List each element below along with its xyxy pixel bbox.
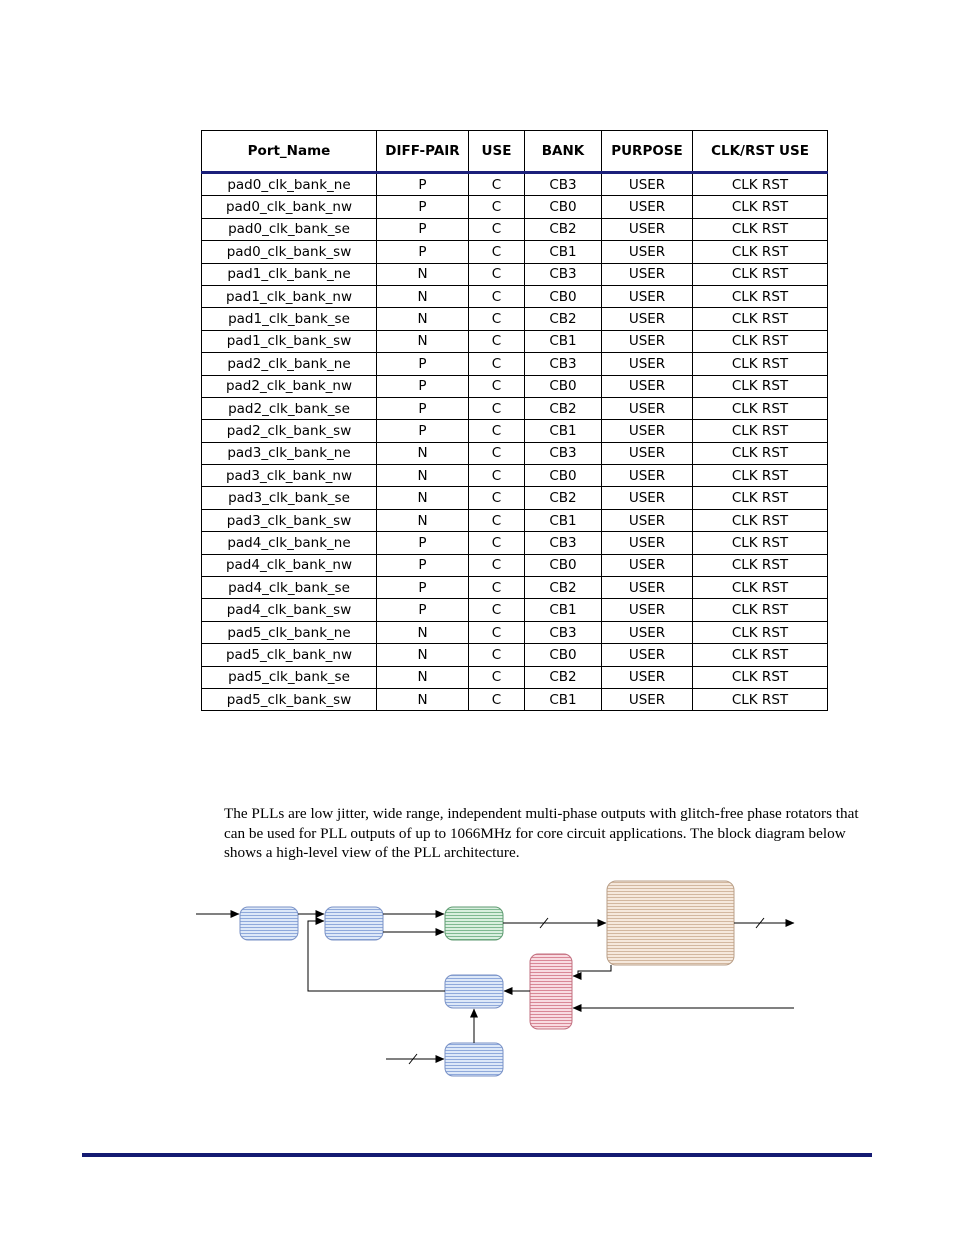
wire-tan-to-red bbox=[573, 965, 611, 976]
cell-clk-rst-use: CLK RST bbox=[693, 308, 828, 330]
cell-port-name: pad5_clk_bank_nw bbox=[202, 644, 377, 666]
cell-bank: CB1 bbox=[525, 688, 602, 710]
cell-clk-rst-use: CLK RST bbox=[693, 420, 828, 442]
cell-port-name: pad1_clk_bank_ne bbox=[202, 263, 377, 285]
cell-purpose: USER bbox=[602, 442, 693, 464]
cell-diff-pair: P bbox=[377, 353, 469, 375]
cell-clk-rst-use: CLK RST bbox=[693, 688, 828, 710]
cell-clk-rst-use: CLK RST bbox=[693, 397, 828, 419]
cell-port-name: pad5_clk_bank_se bbox=[202, 666, 377, 688]
cell-use: C bbox=[469, 397, 525, 419]
cell-diff-pair: P bbox=[377, 375, 469, 397]
cell-purpose: USER bbox=[602, 263, 693, 285]
cell-port-name: pad2_clk_bank_ne bbox=[202, 353, 377, 375]
cell-use: C bbox=[469, 353, 525, 375]
cell-clk-rst-use: CLK RST bbox=[693, 487, 828, 509]
cell-port-name: pad4_clk_bank_se bbox=[202, 577, 377, 599]
cell-clk-rst-use: CLK RST bbox=[693, 285, 828, 307]
cell-bank: CB3 bbox=[525, 353, 602, 375]
cell-use: C bbox=[469, 666, 525, 688]
cell-purpose: USER bbox=[602, 621, 693, 643]
cell-purpose: USER bbox=[602, 420, 693, 442]
cell-bank: CB2 bbox=[525, 218, 602, 240]
cell-port-name: pad4_clk_bank_nw bbox=[202, 554, 377, 576]
cell-purpose: USER bbox=[602, 599, 693, 621]
cell-diff-pair: N bbox=[377, 442, 469, 464]
cell-use: C bbox=[469, 375, 525, 397]
cell-bank: CB2 bbox=[525, 577, 602, 599]
table-row bbox=[202, 621, 828, 643]
table-row bbox=[202, 173, 828, 196]
cell-use: C bbox=[469, 509, 525, 531]
cell-diff-pair: N bbox=[377, 263, 469, 285]
cell-port-name: pad1_clk_bank_sw bbox=[202, 330, 377, 352]
cell-purpose: USER bbox=[602, 666, 693, 688]
cell-diff-pair: P bbox=[377, 532, 469, 554]
table-row bbox=[202, 554, 828, 576]
cell-clk-rst-use: CLK RST bbox=[693, 241, 828, 263]
cell-bank: CB0 bbox=[525, 196, 602, 218]
cell-bank: CB3 bbox=[525, 263, 602, 285]
cell-diff-pair: P bbox=[377, 420, 469, 442]
cell-port-name: pad1_clk_bank_se bbox=[202, 308, 377, 330]
footer-rule bbox=[82, 1153, 872, 1157]
cell-port-name: pad0_clk_bank_se bbox=[202, 218, 377, 240]
cell-purpose: USER bbox=[602, 308, 693, 330]
cell-purpose: USER bbox=[602, 218, 693, 240]
cell-port-name: pad3_clk_bank_sw bbox=[202, 509, 377, 531]
cell-use: C bbox=[469, 420, 525, 442]
cell-diff-pair: N bbox=[377, 688, 469, 710]
cell-use: C bbox=[469, 465, 525, 487]
cell-purpose: USER bbox=[602, 465, 693, 487]
cell-diff-pair: N bbox=[377, 666, 469, 688]
table-row bbox=[202, 196, 828, 218]
cell-clk-rst-use: CLK RST bbox=[693, 173, 828, 196]
cell-diff-pair: N bbox=[377, 621, 469, 643]
cell-port-name: pad5_clk_bank_ne bbox=[202, 621, 377, 643]
cell-bank: CB3 bbox=[525, 532, 602, 554]
table-row bbox=[202, 263, 828, 285]
cell-bank: CB3 bbox=[525, 442, 602, 464]
cell-clk-rst-use: CLK RST bbox=[693, 218, 828, 240]
table-row bbox=[202, 487, 828, 509]
table-row bbox=[202, 375, 828, 397]
cell-use: C bbox=[469, 263, 525, 285]
cell-port-name: pad2_clk_bank_sw bbox=[202, 420, 377, 442]
cell-clk-rst-use: CLK RST bbox=[693, 532, 828, 554]
cell-port-name: pad3_clk_bank_ne bbox=[202, 442, 377, 464]
table-row bbox=[202, 644, 828, 666]
table-row bbox=[202, 353, 828, 375]
cell-port-name: pad3_clk_bank_nw bbox=[202, 465, 377, 487]
cell-diff-pair: P bbox=[377, 554, 469, 576]
column-header: PURPOSE bbox=[602, 131, 693, 173]
cell-clk-rst-use: CLK RST bbox=[693, 375, 828, 397]
table-header-row bbox=[202, 131, 828, 173]
cell-diff-pair: N bbox=[377, 285, 469, 307]
cell-diff-pair: P bbox=[377, 599, 469, 621]
cell-purpose: USER bbox=[602, 285, 693, 307]
cell-use: C bbox=[469, 241, 525, 263]
pll-block-diagram bbox=[190, 875, 810, 1090]
cell-port-name: pad3_clk_bank_se bbox=[202, 487, 377, 509]
cell-diff-pair: N bbox=[377, 308, 469, 330]
column-header: BANK bbox=[525, 131, 602, 173]
cell-diff-pair: N bbox=[377, 330, 469, 352]
cell-clk-rst-use: CLK RST bbox=[693, 509, 828, 531]
cell-purpose: USER bbox=[602, 644, 693, 666]
table-row bbox=[202, 599, 828, 621]
cell-use: C bbox=[469, 621, 525, 643]
cell-clk-rst-use: CLK RST bbox=[693, 621, 828, 643]
cell-bank: CB3 bbox=[525, 621, 602, 643]
cell-port-name: pad2_clk_bank_nw bbox=[202, 375, 377, 397]
table-row bbox=[202, 308, 828, 330]
column-header: DIFF-PAIR bbox=[377, 131, 469, 173]
table-row bbox=[202, 330, 828, 352]
cell-purpose: USER bbox=[602, 554, 693, 576]
cell-diff-pair: N bbox=[377, 644, 469, 666]
cell-port-name: pad4_clk_bank_ne bbox=[202, 532, 377, 554]
cell-clk-rst-use: CLK RST bbox=[693, 465, 828, 487]
table-row bbox=[202, 688, 828, 710]
table-row bbox=[202, 509, 828, 531]
cell-bank: CB3 bbox=[525, 173, 602, 196]
cell-use: C bbox=[469, 688, 525, 710]
cell-use: C bbox=[469, 330, 525, 352]
cell-diff-pair: N bbox=[377, 465, 469, 487]
cell-clk-rst-use: CLK RST bbox=[693, 554, 828, 576]
table-row bbox=[202, 532, 828, 554]
column-header: Port_Name bbox=[202, 131, 377, 173]
cell-port-name: pad0_clk_bank_ne bbox=[202, 173, 377, 196]
cell-purpose: USER bbox=[602, 397, 693, 419]
pll-block-feedback bbox=[445, 975, 503, 1008]
pll-block-input-1 bbox=[240, 907, 298, 940]
table-body bbox=[202, 173, 828, 711]
cell-bank: CB2 bbox=[525, 487, 602, 509]
cell-diff-pair: P bbox=[377, 397, 469, 419]
table-row bbox=[202, 285, 828, 307]
cell-use: C bbox=[469, 532, 525, 554]
pll-block-tan bbox=[607, 881, 734, 965]
cell-use: C bbox=[469, 577, 525, 599]
cell-purpose: USER bbox=[602, 330, 693, 352]
table-row bbox=[202, 442, 828, 464]
cell-bank: CB0 bbox=[525, 465, 602, 487]
cell-use: C bbox=[469, 644, 525, 666]
cell-clk-rst-use: CLK RST bbox=[693, 599, 828, 621]
cell-bank: CB0 bbox=[525, 554, 602, 576]
cell-port-name: pad4_clk_bank_sw bbox=[202, 599, 377, 621]
cell-purpose: USER bbox=[602, 487, 693, 509]
pll-block-input-2 bbox=[325, 907, 383, 940]
cell-clk-rst-use: CLK RST bbox=[693, 577, 828, 599]
cell-bank: CB1 bbox=[525, 420, 602, 442]
cell-diff-pair: P bbox=[377, 196, 469, 218]
cell-purpose: USER bbox=[602, 532, 693, 554]
cell-purpose: USER bbox=[602, 241, 693, 263]
cell-bank: CB1 bbox=[525, 599, 602, 621]
cell-use: C bbox=[469, 554, 525, 576]
cell-bank: CB1 bbox=[525, 241, 602, 263]
pll-block-green bbox=[445, 907, 503, 940]
cell-purpose: USER bbox=[602, 173, 693, 196]
table-row bbox=[202, 465, 828, 487]
table-row bbox=[202, 241, 828, 263]
cell-port-name: pad2_clk_bank_se bbox=[202, 397, 377, 419]
table-row bbox=[202, 420, 828, 442]
cell-bank: CB0 bbox=[525, 285, 602, 307]
table-row bbox=[202, 577, 828, 599]
table-row bbox=[202, 397, 828, 419]
table-row bbox=[202, 218, 828, 240]
cell-use: C bbox=[469, 285, 525, 307]
cell-use: C bbox=[469, 196, 525, 218]
pll-block-bottom bbox=[445, 1043, 503, 1076]
cell-clk-rst-use: CLK RST bbox=[693, 442, 828, 464]
cell-diff-pair: P bbox=[377, 241, 469, 263]
cell-bank: CB2 bbox=[525, 397, 602, 419]
cell-port-name: pad5_clk_bank_sw bbox=[202, 688, 377, 710]
cell-clk-rst-use: CLK RST bbox=[693, 196, 828, 218]
cell-port-name: pad0_clk_bank_nw bbox=[202, 196, 377, 218]
cell-port-name: pad0_clk_bank_sw bbox=[202, 241, 377, 263]
cell-diff-pair: P bbox=[377, 173, 469, 196]
cell-diff-pair: N bbox=[377, 509, 469, 531]
cell-use: C bbox=[469, 308, 525, 330]
cell-diff-pair: N bbox=[377, 487, 469, 509]
cell-bank: CB2 bbox=[525, 666, 602, 688]
cell-bank: CB0 bbox=[525, 644, 602, 666]
cell-use: C bbox=[469, 599, 525, 621]
cell-bank: CB1 bbox=[525, 330, 602, 352]
cell-clk-rst-use: CLK RST bbox=[693, 666, 828, 688]
cell-clk-rst-use: CLK RST bbox=[693, 644, 828, 666]
cell-use: C bbox=[469, 487, 525, 509]
cell-bank: CB2 bbox=[525, 308, 602, 330]
cell-use: C bbox=[469, 173, 525, 196]
column-header: USE bbox=[469, 131, 525, 173]
cell-bank: CB0 bbox=[525, 375, 602, 397]
cell-purpose: USER bbox=[602, 196, 693, 218]
cell-port-name: pad1_clk_bank_nw bbox=[202, 285, 377, 307]
cell-purpose: USER bbox=[602, 509, 693, 531]
cell-clk-rst-use: CLK RST bbox=[693, 263, 828, 285]
table-row bbox=[202, 666, 828, 688]
cell-bank: CB1 bbox=[525, 509, 602, 531]
cell-diff-pair: P bbox=[377, 218, 469, 240]
cell-use: C bbox=[469, 442, 525, 464]
cell-diff-pair: P bbox=[377, 577, 469, 599]
cell-clk-rst-use: CLK RST bbox=[693, 330, 828, 352]
cell-purpose: USER bbox=[602, 353, 693, 375]
cell-clk-rst-use: CLK RST bbox=[693, 353, 828, 375]
column-header: CLK/RST USE bbox=[693, 131, 828, 173]
pll-block-red bbox=[530, 954, 572, 1029]
cell-purpose: USER bbox=[602, 688, 693, 710]
cell-purpose: USER bbox=[602, 577, 693, 599]
cell-use: C bbox=[469, 218, 525, 240]
port-table bbox=[201, 130, 828, 711]
table-header bbox=[202, 131, 828, 173]
pll-description-paragraph: The PLLs are low jitter, wide range, independent multi-phase outputs with glitch-free phase rotators that can be used for PLL outputs of up to 1066MHz for core circuit applications. The block diagram below shows a high-level view of the PLL architecture. bbox=[224, 805, 859, 861]
cell-purpose: USER bbox=[602, 375, 693, 397]
